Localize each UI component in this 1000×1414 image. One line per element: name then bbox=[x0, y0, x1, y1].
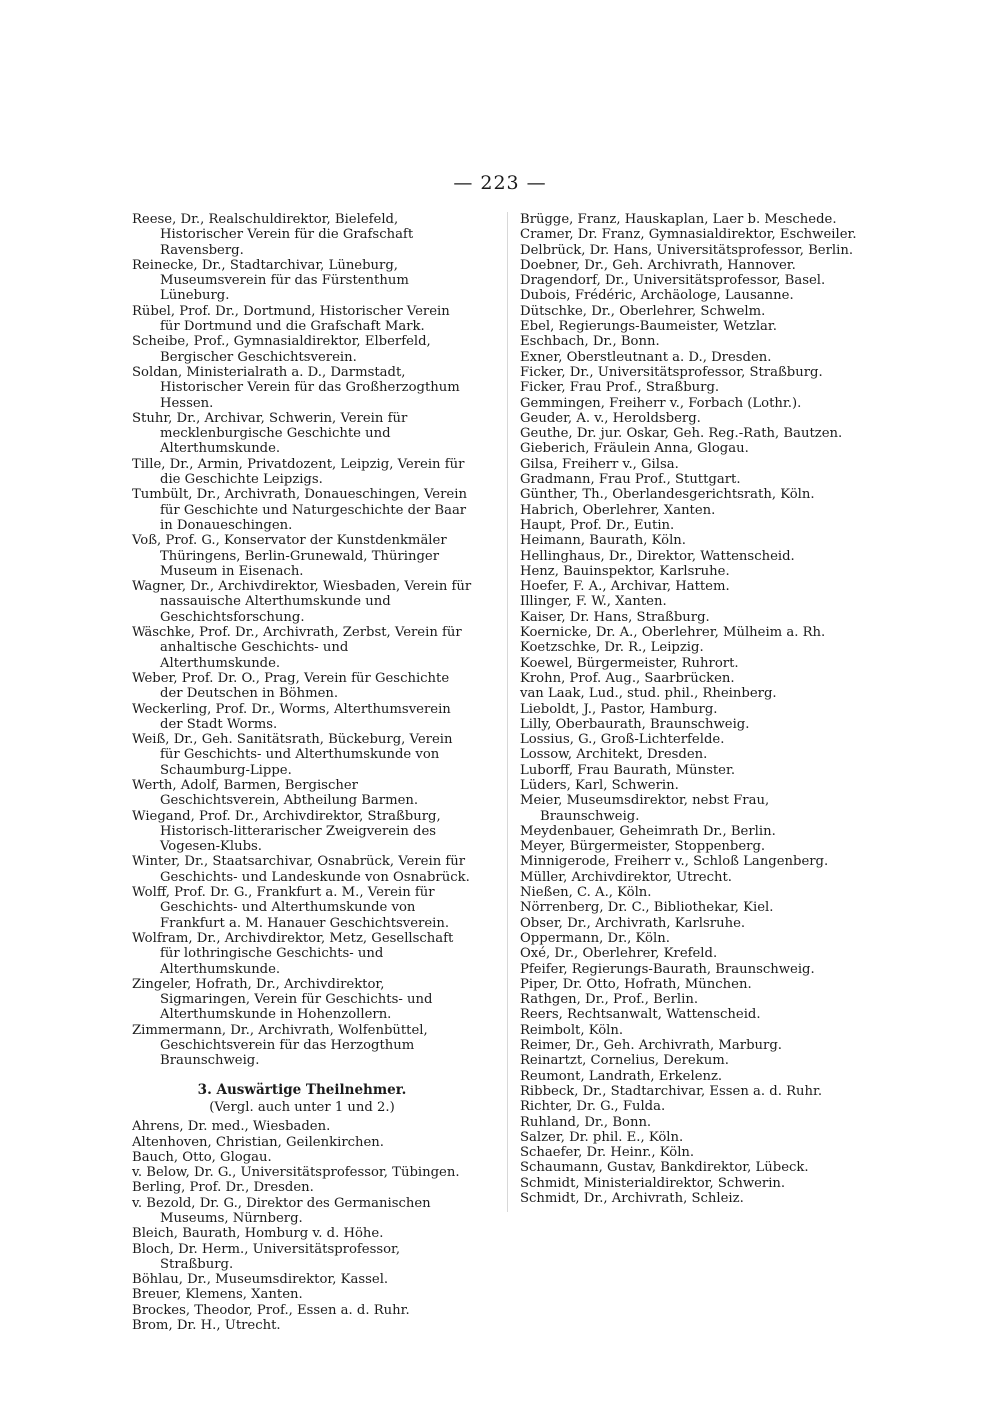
list-item: v. Bezold, Dr. G., Direktor des Germanischen Museums, Nürnberg. bbox=[132, 1195, 431, 1226]
list-item: Wolfram, Dr., Archivdirektor, Metz, Gesellschaft für lothringische Geschichts- und Alterthumskunde. bbox=[132, 930, 454, 977]
list-item: Oxé, Dr., Oberlehrer, Krefeld. bbox=[520, 946, 718, 962]
list-item: van Laak, Lud., stud. phil., Rheinberg. bbox=[520, 686, 777, 702]
list-item: Haupt, Prof. Dr., Eutin. bbox=[520, 517, 675, 533]
list-item: Lilly, Oberbaurath, Braunschweig. bbox=[520, 716, 750, 732]
list-item: Weiß, Dr., Geh. Sanitätsrath, Bückeburg, Verein für Geschichts- und Alterthumskunde von Schaumburg-Lippe. bbox=[132, 732, 453, 778]
list-item: Heimann, Baurath, Köln. bbox=[520, 533, 686, 549]
list-item: Winter, Dr., Staatsarchivar, Osnabrück, Verein für Geschichts- und Landeskunde von Osnabrück. bbox=[132, 854, 470, 885]
list-item: Weber, Prof. Dr. O., Prag, Verein für Geschichte der Deutschen in Böhmen. bbox=[132, 670, 450, 702]
list-item: Piper, Dr. Otto, Hofrath, München. bbox=[520, 976, 752, 992]
list-item: Lieboldt, J., Pastor, Hamburg. bbox=[520, 701, 718, 717]
list-item: Koewel, Bürgermeister, Ruhrort. bbox=[520, 655, 739, 671]
list-item: Delbrück, Dr. Hans, Universitätsprofessor, Berlin. bbox=[520, 242, 854, 258]
list-item: Lüders, Karl, Schwerin. bbox=[520, 777, 679, 793]
list-item: Nießen, C. A., Köln. bbox=[520, 885, 652, 901]
member-list-external bbox=[132, 1119, 472, 1333]
section-heading: 3. Auswärtige Theilnehmer. bbox=[197, 1081, 407, 1098]
list-item: Schaefer, Dr. Heinr., Köln. bbox=[520, 1145, 695, 1161]
list-item: Bauch, Otto, Glogau. bbox=[132, 1149, 272, 1165]
list-item: v. Below, Dr. G., Universitätsprofessor, Tübingen. bbox=[132, 1165, 460, 1181]
list-item: Weckerling, Prof. Dr., Worms, Alterthumsverein der Stadt Worms. bbox=[132, 701, 451, 732]
member-list-local bbox=[132, 212, 472, 1069]
list-item: Schaumann, Gustav, Bankdirektor, Lübeck. bbox=[520, 1160, 809, 1176]
list-item: Ficker, Frau Prof., Straßburg. bbox=[520, 380, 720, 396]
list-item: Altenhoven, Christian, Geilenkirchen. bbox=[132, 1134, 384, 1150]
list-item: Meyer, Bürgermeister, Stoppenberg. bbox=[520, 839, 766, 855]
list-item: Ahrens, Dr. med., Wiesbaden. bbox=[132, 1119, 331, 1135]
list-item: Scheibe, Prof., Gymnasialdirektor, Elberfeld, Bergischer Geschichtsverein. bbox=[132, 334, 431, 365]
list-item: Tumbült, Dr., Archivrath, Donaueschingen, Verein für Geschichte und Naturgeschichte der Baar in Donaueschingen. bbox=[132, 487, 467, 533]
list-item: Schmidt, Ministerialdirektor, Schwerin. bbox=[520, 1175, 786, 1191]
list-item: Reimer, Dr., Geh. Archivrath, Marburg. bbox=[520, 1038, 782, 1054]
left-column bbox=[132, 212, 472, 1333]
list-item: Eschbach, Dr., Bonn. bbox=[520, 334, 660, 350]
list-item: Obser, Dr., Archivrath, Karlsruhe. bbox=[520, 915, 746, 931]
list-item: Brom, Dr. H., Utrecht. bbox=[132, 1318, 281, 1334]
list-item: Doebner, Dr., Geh. Archivrath, Hannover. bbox=[520, 257, 796, 273]
list-item: Gieberich, Fräulein Anna, Glogau. bbox=[520, 441, 749, 457]
list-item: Zimmermann, Dr., Archivrath, Wolfenbüttel, Geschichtsverein für das Herzogthum Braunschweig. bbox=[132, 1022, 428, 1069]
list-item: Müller, Archivdirektor, Utrecht. bbox=[520, 869, 732, 885]
list-item: Ruhland, Dr., Bonn. bbox=[520, 1114, 652, 1130]
list-item: Habrich, Oberlehrer, Xanten. bbox=[520, 502, 716, 518]
list-item: Werth, Adolf, Barmen, Bergischer Geschichtsverein, Abtheilung Barmen. bbox=[132, 777, 419, 809]
list-item: Ebel, Regierungs-Baumeister, Wetzlar. bbox=[520, 319, 777, 335]
list-item: Wäschke, Prof. Dr., Archivrath, Zerbst, Verein für anhaltische Geschichts- und Alterthumskunde. bbox=[132, 625, 462, 671]
list-item: Bloch, Dr. Herm., Universitätsprofessor, Straßburg. bbox=[132, 1241, 401, 1272]
list-item: Krohn, Prof. Aug., Saarbrücken. bbox=[520, 670, 735, 686]
list-item: Cramer, Dr. Franz, Gymnasialdirektor, Eschweiler. bbox=[520, 227, 857, 243]
list-item: Breuer, Klemens, Xanten. bbox=[132, 1287, 303, 1303]
list-item: Oppermann, Dr., Köln. bbox=[520, 930, 670, 946]
list-item: Geuder, A. v., Heroldsberg. bbox=[520, 410, 701, 426]
list-item: Koetzschke, Dr. R., Leipzig. bbox=[520, 640, 704, 656]
list-item: Wolff, Prof. Dr. G., Frankfurt a. M., Verein für Geschichts- und Alterthumskunde von Frankfurt a. M. Hanauer Geschichtsverein. bbox=[132, 885, 450, 931]
list-item: Pfeifer, Regierungs-Baurath, Braunschweig. bbox=[520, 961, 815, 977]
list-item: Reese, Dr., Realschuldirektor, Bielefeld, Historischer Verein für die Grafschaft Ravensberg. bbox=[132, 212, 414, 258]
list-item: Dütschke, Dr., Oberlehrer, Schwelm. bbox=[520, 303, 766, 319]
list-item: Berling, Prof. Dr., Dresden. bbox=[132, 1180, 314, 1196]
page-number: — 223 — bbox=[453, 172, 547, 194]
list-item: Tille, Dr., Armin, Privatdozent, Leipzig, Verein für die Geschichte Leipzigs. bbox=[132, 456, 465, 488]
list-item: Minnigerode, Freiherr v., Schloß Langenberg. bbox=[520, 854, 829, 870]
list-item: Hoefer, F. A., Archivar, Hattem. bbox=[520, 579, 730, 595]
list-item: Ficker, Dr., Universitätsprofessor, Straßburg. bbox=[520, 364, 823, 380]
list-item: Voß, Prof. G., Konservator der Kunstdenkmäler Thüringens, Berlin-Grunewald, Thüringer Museum in Eisenach. bbox=[132, 533, 447, 579]
list-item: Zingeler, Hofrath, Dr., Archivdirektor, Sigmaringen, Verein für Geschichts- und Alterthumskunde in Hohenzollern. bbox=[132, 976, 433, 1023]
list-item: Gemmingen, Freiherr v., Forbach (Lothr.). bbox=[520, 395, 802, 411]
list-item: Kaiser, Dr. Hans, Straßburg. bbox=[520, 609, 710, 625]
list-item: Lossow, Architekt, Dresden. bbox=[520, 747, 708, 763]
list-item: Geuthe, Dr. jur. Oskar, Geh. Reg.-Rath, Bautzen. bbox=[520, 426, 843, 442]
list-item: Ribbeck, Dr., Stadtarchivar, Essen a. d. Ruhr. bbox=[520, 1083, 823, 1099]
list-item: Günther, Th., Oberlandesgerichtsrath, Köln. bbox=[520, 487, 815, 503]
list-item: Dubois, Frédéric, Archäologe, Lausanne. bbox=[520, 288, 794, 304]
list-item: Soldan, Ministerialrath a. D., Darmstadt, Historischer Verein für das Großherzogthum Hessen. bbox=[132, 364, 460, 411]
list-item: Stuhr, Dr., Archivar, Schwerin, Verein für mecklenburgische Geschichte und Alterthumskunde. bbox=[132, 410, 408, 457]
list-item: Wagner, Dr., Archivdirektor, Wiesbaden, Verein für nassauische Alterthumskunde und Geschichtsforschung. bbox=[132, 579, 472, 625]
list-item: Hellinghaus, Dr., Direktor, Wattenscheid. bbox=[520, 548, 795, 564]
list-item: Meier, Museumsdirektor, nebst Frau, Braunschweig. bbox=[520, 793, 770, 824]
list-item: Reinecke, Dr., Stadtarchivar, Lüneburg, Museumsverein für das Fürstenthum Lüneburg. bbox=[132, 257, 409, 304]
list-item: Gradmann, Frau Prof., Stuttgart. bbox=[520, 472, 741, 488]
list-item: Luborff, Frau Baurath, Münster. bbox=[520, 762, 736, 778]
list-item: Koernicke, Dr. A., Oberlehrer, Mülheim a. Rh. bbox=[520, 625, 826, 641]
list-item: Meydenbauer, Geheimrath Dr., Berlin. bbox=[520, 823, 776, 839]
list-item: Illinger, F. W., Xanten. bbox=[520, 594, 667, 610]
list-item: Reinartzt, Cornelius, Derekum. bbox=[520, 1053, 729, 1069]
list-item: Dragendorf, Dr., Universitätsprofessor, Basel. bbox=[520, 273, 826, 289]
list-item: Brügge, Franz, Hauskaplan, Laer b. Meschede. bbox=[520, 212, 837, 227]
list-item: Schmidt, Dr., Archivrath, Schleiz. bbox=[520, 1191, 744, 1206]
list-item: Wiegand, Prof. Dr., Archivdirektor, Straßburg, Historisch-litterarischer Zweigverein des Vogesen-Klubs. bbox=[132, 808, 441, 855]
list-item: Gilsa, Freiherr v., Gilsa. bbox=[520, 456, 679, 472]
list-item: Rübel, Prof. Dr., Dortmund, Historischer Verein für Dortmund und die Grafschaft Mark. bbox=[132, 303, 450, 335]
list-item: Reimbolt, Köln. bbox=[520, 1022, 624, 1038]
list-item: Reers, Rechtsanwalt, Wattenscheid. bbox=[520, 1007, 761, 1023]
list-item: Salzer, Dr. phil. E., Köln. bbox=[520, 1129, 684, 1145]
list-item: Bleich, Baurath, Homburg v. d. Höhe. bbox=[132, 1226, 384, 1242]
list-item: Richter, Dr. G., Fulda. bbox=[520, 1099, 666, 1115]
list-item: Lossius, G., Groß-Lichterfelde. bbox=[520, 732, 725, 748]
list-item: Rathgen, Dr., Prof., Berlin. bbox=[520, 992, 699, 1008]
list-item: Henz, Bauinspektor, Karlsruhe. bbox=[520, 563, 730, 579]
list-item: Exner, Oberstleutnant a. D., Dresden. bbox=[520, 349, 772, 365]
section-note: (Vergl. auch unter 1 und 2.) bbox=[209, 1099, 395, 1115]
list-item: Reumont, Landrath, Erkelenz. bbox=[520, 1068, 723, 1084]
list-item: Brockes, Theodor, Prof., Essen a. d. Ruhr. bbox=[132, 1302, 410, 1318]
column-divider bbox=[507, 212, 508, 1212]
list-item: Nörrenberg, Dr. C., Bibliothekar, Kiel. bbox=[520, 900, 774, 916]
member-list-external-continued bbox=[520, 212, 865, 1206]
list-item: Böhlau, Dr., Museumsdirektor, Kassel. bbox=[132, 1272, 389, 1288]
right-column bbox=[520, 212, 865, 1206]
